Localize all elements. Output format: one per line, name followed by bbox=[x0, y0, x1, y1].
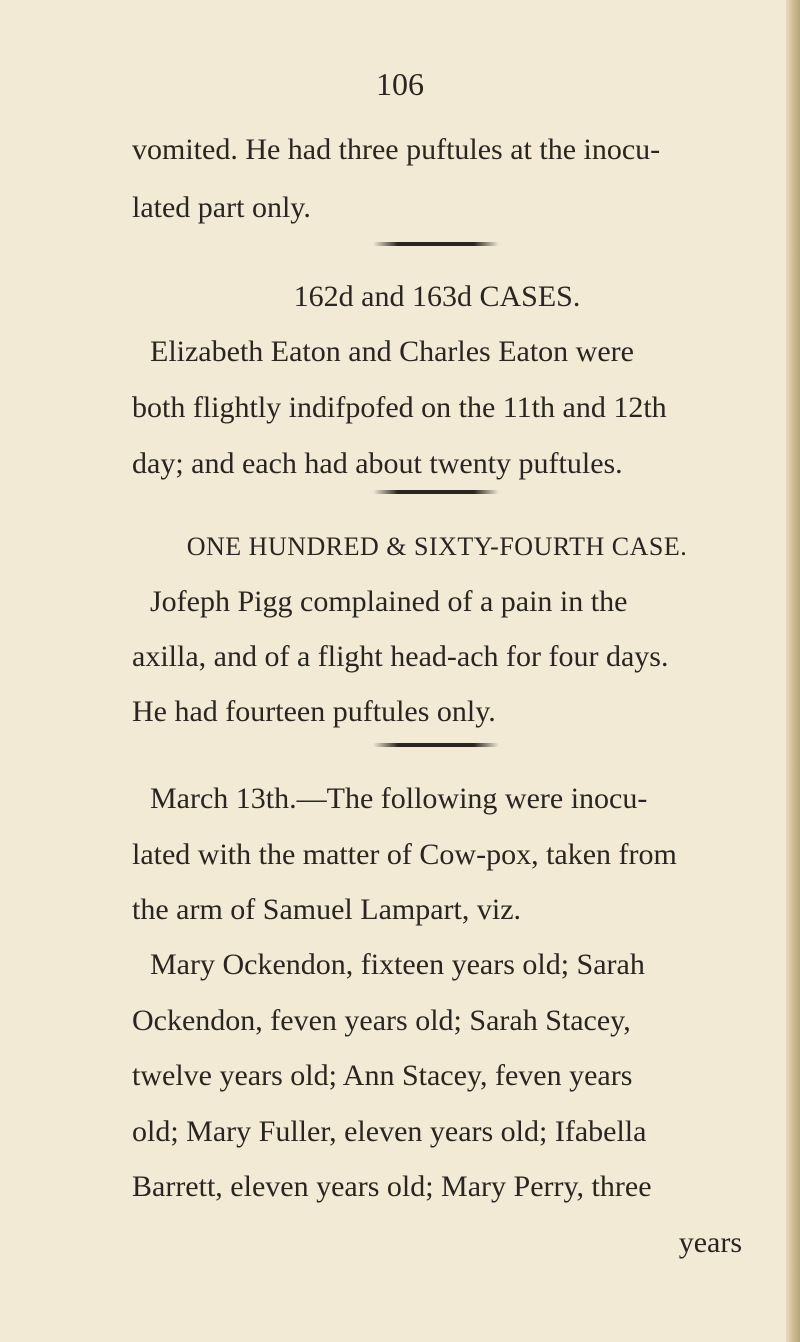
text-line-4: Elizabeth Eaton and Charles Eaton were bbox=[150, 335, 634, 368]
text-line-6: day; and each had about twenty puftules. bbox=[132, 447, 623, 480]
text-line-5: both flightly indifpofed on the 11th and 12th bbox=[132, 391, 667, 424]
text-line-12: lated with the matter of Cow-pox, taken from bbox=[132, 838, 677, 871]
text-line-17: old; Mary Fuller, eleven years old; Ifabella bbox=[132, 1115, 647, 1148]
text-line-8: Jofeph Pigg complained of a pain in the bbox=[150, 585, 628, 618]
page-number: 106 bbox=[376, 66, 424, 102]
section-divider-1 bbox=[373, 242, 499, 246]
text-line-14: Mary Ockendon, fixteen years old; Sarah bbox=[150, 948, 645, 981]
text-line-11: March 13th.—The following were inocu- bbox=[150, 782, 648, 815]
text-line-2: lated part only. bbox=[132, 191, 311, 224]
text-line-18: Barrett, eleven years old; Mary Perry, three bbox=[132, 1170, 652, 1203]
section-divider-2 bbox=[373, 490, 499, 494]
text-line-16: twelve years old; Ann Stacey, feven years bbox=[132, 1059, 633, 1092]
text-line-10: He had fourteen puftules only. bbox=[132, 695, 496, 728]
catchword: years bbox=[678, 1226, 742, 1259]
text-line-9: axilla, and of a flight head-ach for four days. bbox=[132, 640, 669, 673]
heading-case-164: ONE HUNDRED & SIXTY-FOURTH CASE. bbox=[186, 532, 688, 561]
page-edge-shadow bbox=[786, 0, 800, 1342]
text-line-13: the arm of Samuel Lampart, viz. bbox=[132, 893, 522, 926]
heading-cases-162-163: 162d and 163d CASES. bbox=[293, 280, 581, 313]
text-line-15: Ockendon, feven years old; Sarah Stacey, bbox=[132, 1004, 631, 1037]
text-line-1: vomited. He had three puftules at the inocu- bbox=[132, 133, 661, 166]
section-divider-3 bbox=[373, 743, 499, 747]
